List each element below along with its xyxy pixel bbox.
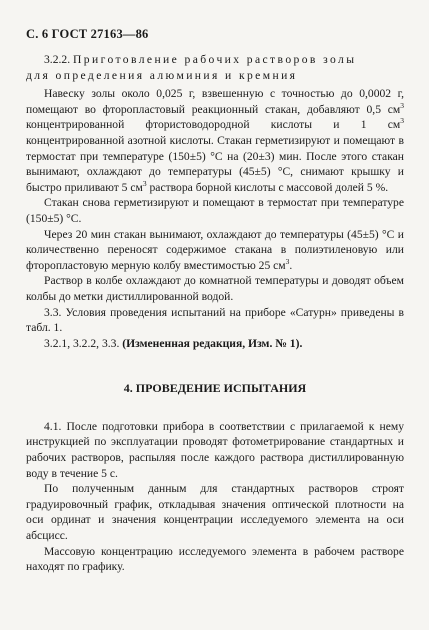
paragraph-4-1: 4.1. После подготовки прибора в соответствии с прилагаемой к нему инструкцией по эксплуатации проводят фотометрирование стандартных и рабочих растворов, распыляя после каждого раствора дистиллированную воду в течение 5 с.: [26, 419, 404, 480]
revision-label: (Измененная редакция, Изм. № 1).: [122, 336, 303, 350]
text-run: Навеску золы около 0,025 г, взвешенную с точностью до 0,0002 г, помещают во фторопластовый реакционный стакан, добавляют 0,5 см: [26, 87, 404, 116]
superscript: 3: [400, 100, 404, 110]
text-run: Через 20 мин стакан вынимают, охлаждают до температуры (45±5) °С и количественно переносят содержимое стакана в полиэтиленовую или фторопластовую мерную колбу вместимостью 25 см: [26, 227, 404, 272]
text-run: .: [289, 258, 293, 272]
paragraph-calibration: По полученным данным для стандартных растворов строят градуировочный график, откладывая значения оптической плотности на оси ординат и значения концентрации исследуемого элемента на оси абсцисс.: [26, 482, 404, 543]
paragraph-reseal: Стакан снова герметизируют и помещают в термостат при температуре (150±5) °С.: [26, 196, 404, 225]
superscript: 3: [285, 256, 290, 266]
paragraph-sample-prep: [26, 86, 404, 195]
subsection-title-line1: Приготовление рабочих растворов золы: [73, 53, 357, 66]
superscript: 3: [400, 116, 404, 126]
page-header: С. 6 ГОСТ 27163—86: [26, 27, 149, 41]
paragraph-concentration: Массовую концентрацию исследуемого элемента в рабочем растворе находят по графику.: [26, 544, 404, 574]
text-run: концентрированной азотной кислоты. Стакан герметизируют и помещают в термостат при температуре (150±5) °С на (20±3) мин. После этого стакан вынимают, охлаждают до температуры (45±5) °С, снимают крышку и быстро приливают 5 см: [26, 133, 404, 194]
paragraph-saturn-conditions: 3.3. Условия проведения испытаний на приборе «Сатурн» приведены в табл. 1.: [26, 305, 404, 335]
subsection-title-line2: для определения алюминия и кремния: [26, 68, 298, 82]
section-4-heading: 4. ПРОВЕДЕНИЕ ИСПЫТАНИЯ: [123, 381, 307, 396]
subsection-3-2-2-heading: [26, 52, 404, 68]
paragraph-cool-dilute: Раствор в колбе охлаждают до комнатной температуры и доводят объем колбы до метки дистиллированной водой.: [26, 274, 404, 303]
superscript: 3: [142, 178, 147, 188]
text-run: раствора борной кислоты с массовой долей 5 %.: [146, 180, 389, 194]
subsection-number: 3.2.2.: [44, 53, 71, 66]
text-run: концентрированной фтористоводородной кислоты и 1 см: [26, 118, 401, 132]
paragraph-transfer: [26, 227, 404, 274]
document-body: [26, 52, 404, 575]
text-run: 3.2.1, 3.2.2, 3.3.: [44, 336, 123, 350]
paragraph-revision-note: [26, 336, 404, 352]
